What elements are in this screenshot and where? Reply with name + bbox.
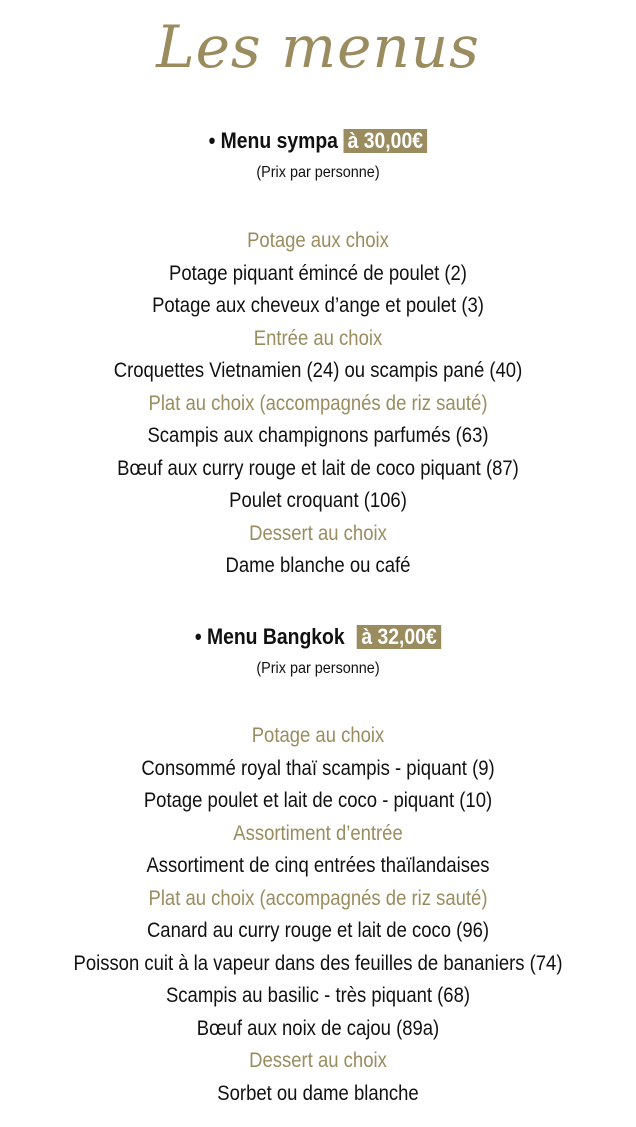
- category-heading: Potage aux choix: [247, 229, 389, 252]
- menu-header-bangkok: [0, 622, 636, 682]
- menu-item: Croquettes Vietnamien (24) ou scampis pané (40): [113, 359, 523, 382]
- category-heading: Plat au choix (accompagnés de riz sauté): [148, 886, 488, 910]
- price-note: (Prix par personne): [256, 660, 380, 677]
- menu-heading: [38, 126, 598, 156]
- menu-name: Menu Bangkok: [206, 624, 345, 649]
- bullet-icon: •: [208, 128, 216, 153]
- price-note: (Prix par personne): [256, 164, 380, 181]
- menu-item: Assortiment de cinq entrées thaïlandaises: [146, 854, 490, 877]
- menu-item: Dame blanche ou café: [225, 554, 411, 577]
- category-heading: Dessert au choix: [249, 521, 387, 545]
- price-badge: à 32,00€: [357, 625, 441, 649]
- menu-item: Bœuf aux noix de cajou (89a): [196, 1016, 440, 1040]
- page-title: Les menus: [156, 13, 480, 81]
- category-heading: Dessert au choix: [249, 1049, 387, 1072]
- menu-item: Poisson cuit à la vapeur dans des feuilles de bananiers (74): [73, 951, 563, 975]
- menu-item: Potage poulet et lait de coco - piquant (10): [143, 789, 493, 812]
- bullet-icon: •: [194, 624, 202, 649]
- price-badge: à 30,00€: [343, 129, 427, 153]
- menu-item: Potage aux cheveux d’ange et poulet (3): [152, 294, 484, 317]
- menu-heading: [38, 622, 598, 652]
- menu-item: Scampis aux champignons parfumés (63): [147, 424, 489, 447]
- category-heading: Potage au choix: [251, 724, 385, 747]
- menu-item: Scampis au basilic - très piquant (68): [165, 984, 471, 1007]
- menu-item: Poulet croquant (106): [229, 489, 407, 512]
- menu-bangkok-list: [0, 720, 636, 1110]
- category-heading: Entrée au choix: [253, 326, 383, 350]
- menu-item: Potage piquant émincé de poulet (2): [169, 261, 467, 285]
- menu-header-sympa: [0, 126, 636, 186]
- category-heading: Assortiment d’entrée: [233, 821, 403, 845]
- menu-name: Menu sympa: [220, 128, 338, 153]
- menu-item: Bœuf aux curry rouge et lait de coco piquant (87): [117, 456, 519, 480]
- category-heading: Plat au choix (accompagnés de riz sauté): [148, 391, 488, 415]
- menu-sympa-list: [0, 225, 636, 583]
- menu-item: Consommé royal thaï scampis - piquant (9): [141, 756, 495, 780]
- menu-item: Sorbet ou dame blanche: [217, 1081, 419, 1105]
- menu-item: Canard au curry rouge et lait de coco (96): [146, 919, 490, 942]
